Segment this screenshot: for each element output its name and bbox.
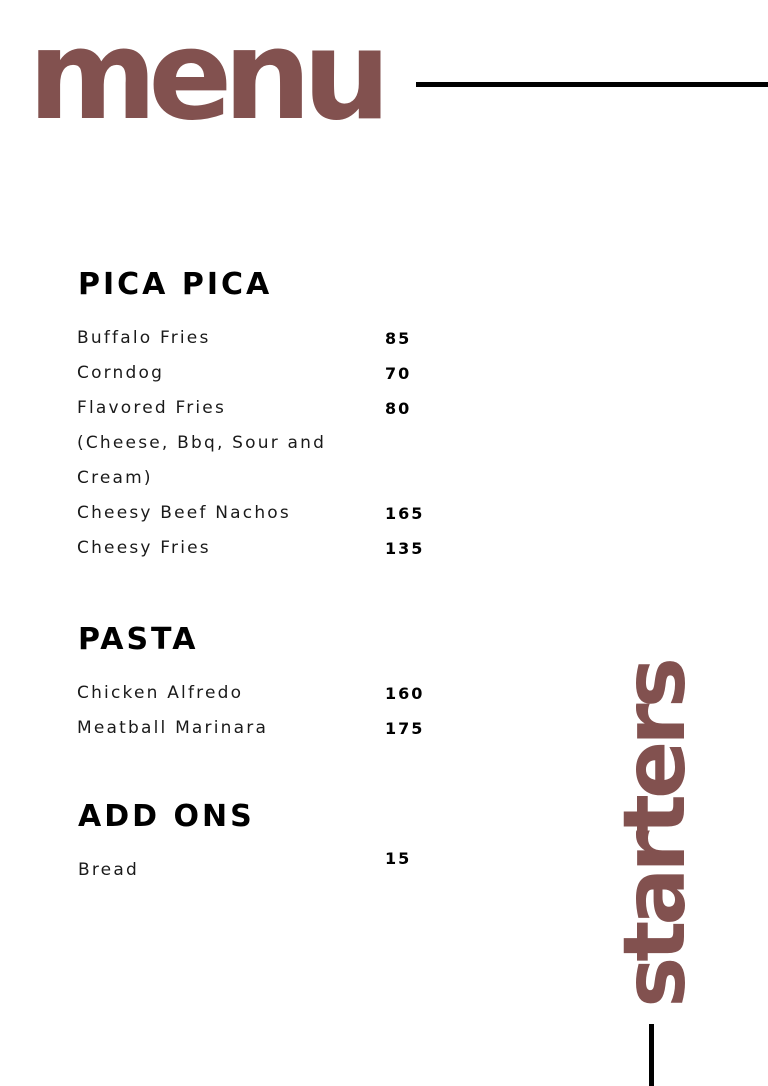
top-divider xyxy=(416,82,768,87)
item-price-flavored-fries: 80 xyxy=(385,399,412,418)
section-heading-pica-pica: PICA PICA xyxy=(78,267,273,302)
item-price-chicken-alfredo: 160 xyxy=(385,684,425,703)
item-name-flavored-fries: Flavored Fries xyxy=(77,398,227,418)
item-name-cheesy-beef-nachos: Cheesy Beef Nachos xyxy=(77,503,291,523)
item-name-meatball-marinara: Meatball Marinara xyxy=(77,718,269,738)
item-price-cheesy-beef-nachos: 165 xyxy=(385,504,425,523)
item-name-corndog: Corndog xyxy=(77,363,165,383)
item-name-buffalo-fries: Buffalo Fries xyxy=(77,328,211,348)
item-name-bread: Bread xyxy=(78,860,139,880)
item-note-flavors-line2: Cream) xyxy=(77,468,153,488)
section-heading-add-ons: ADD ONS xyxy=(78,799,255,834)
item-price-meatball-marinara: 175 xyxy=(385,719,425,738)
item-note-flavors-line1: (Cheese, Bbq, Sour and xyxy=(77,433,327,453)
section-heading-pasta: PASTA xyxy=(78,622,199,657)
starters-side-label: starters xyxy=(605,662,705,1008)
item-price-cheesy-fries: 135 xyxy=(385,539,425,558)
item-name-chicken-alfredo: Chicken Alfredo xyxy=(77,683,244,703)
item-price-bread: 15 xyxy=(385,849,412,868)
menu-title: menu xyxy=(28,4,382,148)
item-price-corndog: 70 xyxy=(385,364,412,383)
item-price-buffalo-fries: 85 xyxy=(385,329,412,348)
item-name-cheesy-fries: Cheesy Fries xyxy=(77,538,211,558)
side-divider xyxy=(649,1024,654,1086)
